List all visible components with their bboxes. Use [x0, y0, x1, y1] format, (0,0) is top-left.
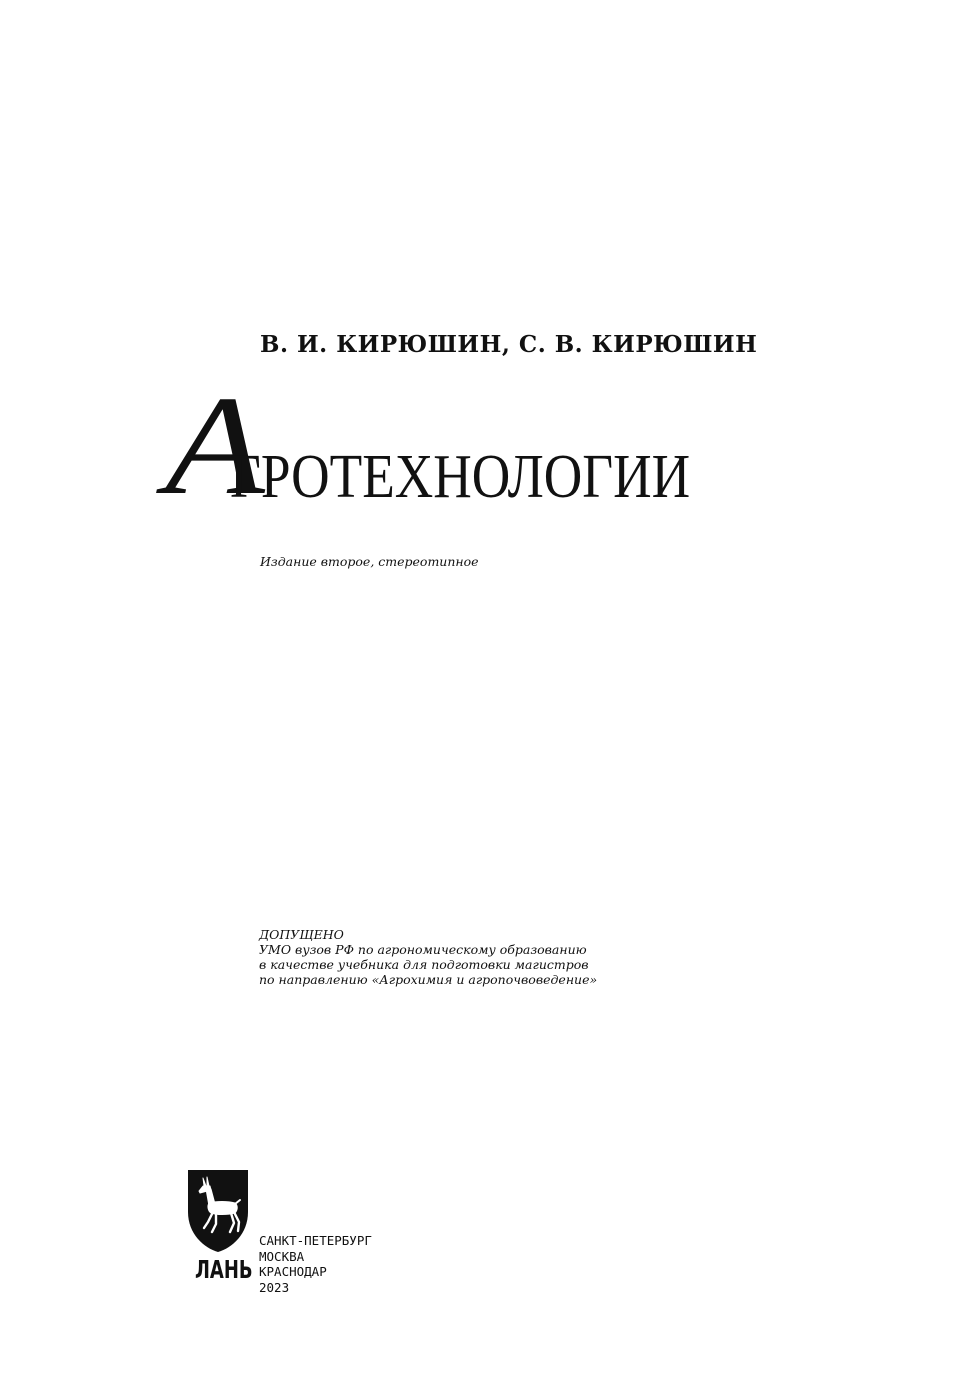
- doe-deer-icon: [186, 1168, 250, 1254]
- approval-line: в качестве учебника для подготовки магистров: [259, 957, 589, 972]
- approval-note: [259, 927, 597, 987]
- city: КРАСНОДАР: [259, 1264, 327, 1279]
- edition-note: Издание второе, стереотипное: [260, 554, 479, 569]
- approval-line: УМО вузов РФ по агрономическому образованию: [259, 942, 587, 957]
- city: МОСКВА: [259, 1248, 305, 1264]
- publisher-cities: [259, 1233, 372, 1295]
- title-rest: ГРОТЕХНОЛОГИИ: [230, 443, 691, 511]
- authors: В. И. КИРЮШИН, С. В. КИРЮШИН: [260, 331, 758, 358]
- publisher-logo-text: ЛАНЬ: [194, 1255, 253, 1284]
- publisher-logo: [186, 1168, 253, 1292]
- publication-year: 2023: [259, 1279, 290, 1295]
- approval-line: ДОПУЩЕНО: [259, 927, 344, 942]
- city: САНКТ-ПЕТЕРБУРГ: [259, 1233, 372, 1248]
- title-initial: А: [165, 366, 265, 524]
- approval-line: по направлению «Агрохимия и агропочвоведение»: [259, 972, 598, 987]
